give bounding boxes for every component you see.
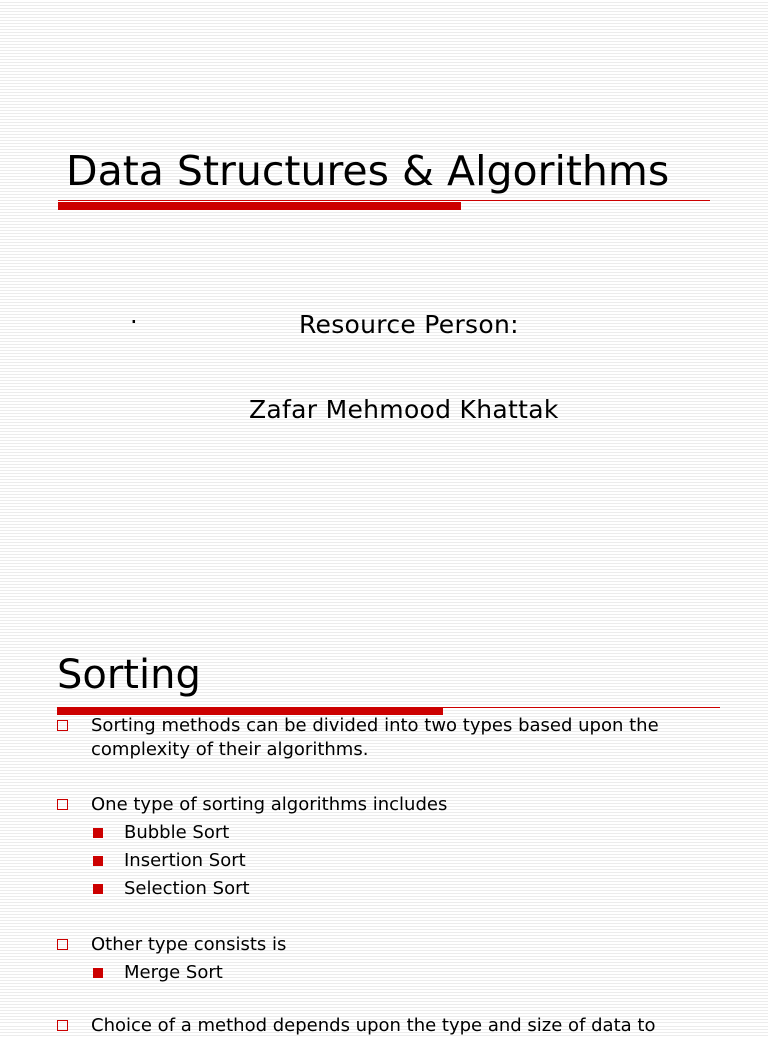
bullet-text: Choice of a method depends upon the type and size of data to xyxy=(91,1015,656,1036)
slide-title: Sorting xyxy=(57,652,201,698)
hollow-square-bullet-icon xyxy=(57,1020,68,1031)
sub-bullet-text: Merge Sort xyxy=(124,962,223,983)
filled-square-bullet-icon xyxy=(93,856,103,866)
hollow-square-bullet-icon xyxy=(57,799,68,810)
bullet-text: Sorting methods can be divided into two types based upon the xyxy=(91,715,659,736)
slide-title: Data Structures & Algorithms xyxy=(66,147,670,195)
title-underline-thin xyxy=(58,200,710,201)
sub-bullet-text: Selection Sort xyxy=(124,878,250,899)
sorting-slide xyxy=(0,636,768,1036)
filled-square-bullet-icon xyxy=(93,968,103,978)
bullet-text: complexity of their algorithms. xyxy=(91,739,369,760)
bullet-text: Other type consists is xyxy=(91,934,287,955)
stray-bullet-mark: . xyxy=(130,301,138,329)
title-underline-thick xyxy=(58,202,461,210)
hollow-square-bullet-icon xyxy=(57,939,68,950)
resource-person-name: Zafar Mehmood Khattak xyxy=(249,395,559,424)
filled-square-bullet-icon xyxy=(93,828,103,838)
resource-person-label: Resource Person: xyxy=(299,310,519,339)
sub-bullet-text: Bubble Sort xyxy=(124,822,230,843)
filled-square-bullet-icon xyxy=(93,884,103,894)
bullet-text: One type of sorting algorithms includes xyxy=(91,794,448,815)
sub-bullet-text: Insertion Sort xyxy=(124,850,246,871)
hollow-square-bullet-icon xyxy=(57,720,68,731)
